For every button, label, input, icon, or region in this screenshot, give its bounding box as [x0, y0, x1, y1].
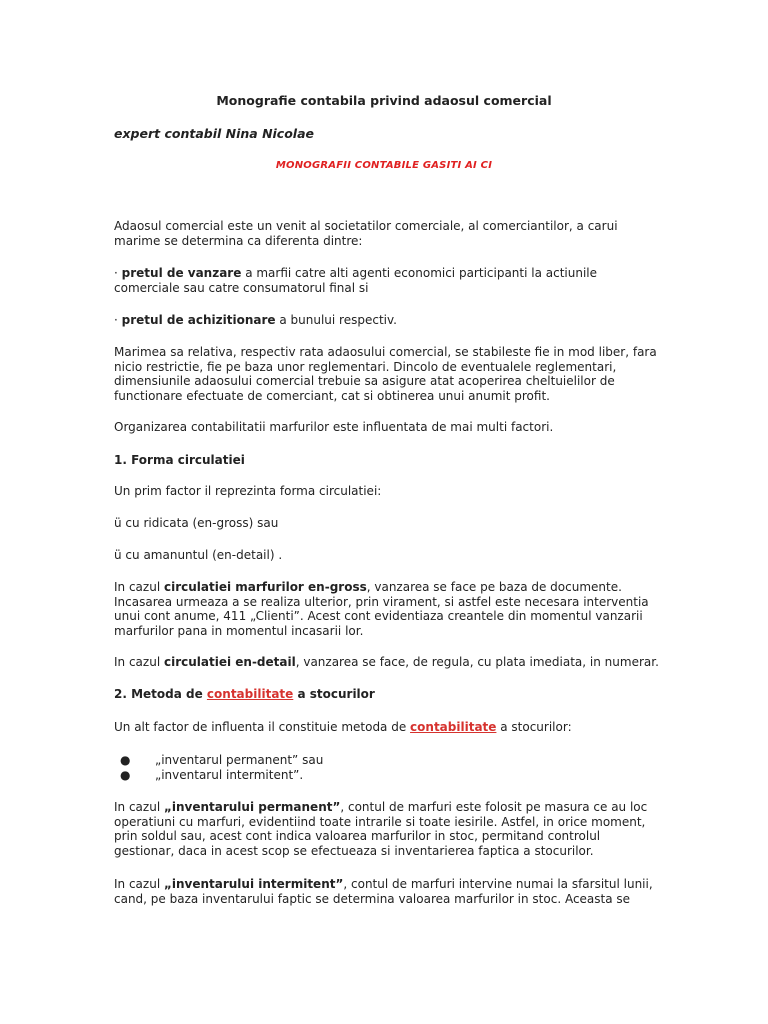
paragraph-organizare: Organizarea contabilitatii marfurilor este influentata de mai multi factori.	[114, 420, 554, 434]
bullet-icon: ●	[120, 767, 131, 782]
text-rest: , vanzarea se face pe baza de documente. Incasarea urmeaza a se realiza ulterior, prin virament, si astfel este necesara interventia unui cont anume, 411 „Clienti”. Acest cont evidentiaza creantele din momentul vanzarii marfurilor pana in momentul incasarii lor.	[114, 580, 649, 638]
item-bold: pretul de vanzare	[121, 266, 242, 280]
list-item-pret-vanzare	[114, 266, 659, 295]
item-bold: pretul de achizitionare	[121, 313, 276, 327]
text-bold: „inventarului permanent”	[163, 800, 341, 814]
intro-paragraph: Adaosul comercial este un venit al societatilor comerciale, al comerciantilor, a carui marime se determina ca diferenta dintre:	[114, 219, 618, 248]
heading-post: a stocurilor	[293, 687, 375, 701]
paragraph-inventar-permanent	[114, 800, 659, 858]
text-rest: , vanzarea se face, de regula, cu plata imediata, in numerar.	[295, 655, 659, 669]
text-bold: „inventarului intermitent”	[163, 877, 344, 891]
paragraph-endetail	[114, 655, 659, 670]
text-pre: In cazul	[114, 655, 164, 669]
text-pre: In cazul	[114, 877, 164, 891]
promo-link[interactable]: MONOGRAFII CONTABILE GASITI AI CI	[275, 160, 493, 171]
item-text: a bunului respectiv.	[275, 313, 397, 327]
text-rest: , contul de marfuri este folosit pe masura ce au loc operatiuni cu marfuri, evidentiind toate intrarile si toate iesirile. Astfel, in orice moment, prin soldul sau, acest cont indica valoarea marfurilor in stoc, permitand controlul gestionar, daca in acest scop se efectueaza si inventarierea faptica a stocurilor.	[114, 800, 648, 858]
option-ridicata: ü cu ridicata (en-gross) sau	[114, 516, 279, 530]
list-item-pret-achizitionare	[114, 313, 659, 328]
heading-metoda	[114, 687, 659, 702]
text-rest: , contul de marfuri intervine numai la sfarsitul lunii, cand, pe baza inventarului faptic se determina valoarea marfurilor in stoc. Aceasta se	[114, 877, 653, 906]
text-pre: In cazul	[114, 580, 164, 594]
paragraph-engross	[114, 580, 659, 638]
text-bold: circulatiei marfurilor en-gross	[163, 580, 367, 594]
option-amanuntul: ü cu amanuntul (en-detail) .	[114, 548, 283, 562]
author-line: expert contabil Nina Nicolae	[114, 126, 315, 141]
contabilitate-link[interactable]: contabilitate	[206, 687, 294, 701]
item-text: a marfii catre alti agenti economici participanti la actiunile comerciale sau catre consumatorul final si	[114, 266, 598, 295]
bullet-icon: ●	[120, 753, 131, 767]
text-bold: circulatiei en-detail	[163, 655, 296, 669]
text-pre: In cazul	[114, 800, 164, 814]
contabilitate-link[interactable]: contabilitate	[410, 720, 497, 734]
paragraph-inventar-intermitent	[114, 877, 659, 906]
paragraph-factor1: Un prim factor il reprezinta forma circulatiei:	[114, 484, 382, 498]
item-prefix: ·	[114, 266, 122, 280]
text-post: a stocurilor:	[496, 720, 572, 734]
item-prefix: ·	[114, 313, 122, 327]
list-item	[114, 768, 323, 783]
paragraph-rata: Marimea sa relativa, respectiv rata adaosului comercial, se stabileste fie in mod liber, fara nicio restrictie, fie pe baza unor reglementari. Dincolo de eventualele reglementari, dimensiunile adaosului comercial trebuie sa asigure atat acoperirea cheltuielilor de functionare efectuate de comerciant, cat si obtinerea unui anumit profit.	[114, 345, 657, 403]
paragraph-factor2	[114, 720, 659, 735]
list-item	[114, 753, 323, 768]
inventar-bullet-list	[114, 753, 323, 782]
bullet-text: „inventarul intermitent”.	[155, 767, 304, 782]
heading-forma-circulatiei: 1. Forma circulatiei	[114, 453, 245, 467]
text-pre: Un alt factor de influenta il constituie metoda de	[114, 720, 411, 734]
heading-pre: 2. Metoda de	[114, 687, 207, 701]
bullet-text: „inventarul permanent” sau	[155, 753, 324, 767]
document-title: Monografie contabila privind adaosul comercial	[216, 93, 552, 108]
